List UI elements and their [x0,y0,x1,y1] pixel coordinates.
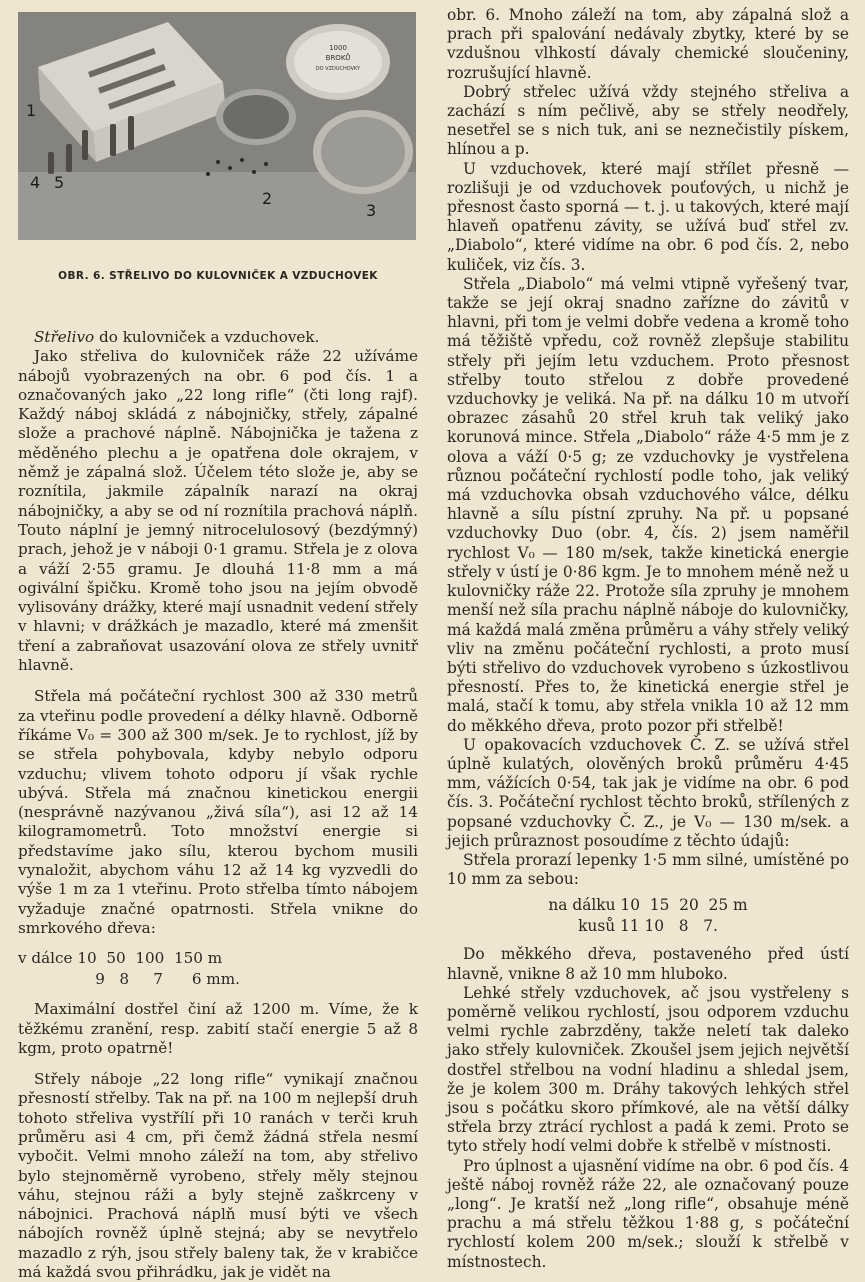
tin-label-line1: 1000 [329,44,347,52]
fig-label-5: 5 [54,173,65,192]
wood-penetration-table [18,948,418,990]
cardboard-table-row-count: kusů 11 10 8 7. [578,917,718,936]
left-paragraph: Střely náboje „22 long rifle“ vynikají značnou přesností střelby. Tak na př. na 100 m nejlepší druh tohoto střeliva vystřílí při 10 ranách v terči kruh průměru asi 4 cm, při čemž žádná střela nesmí vybočit. Velmi mnoho záleží na tom, aby střelivo bylo stejnoměrně vyrobeno, střely měly stejnou váhu, stejnou ráži a byly stejně zaškrceny v nábojnici. Prachová náplň musí býti ve všech nábojích rovněž úplně stejná; aby se nevytřelo mazadlo z rýh, jsou střely baleny tak, že v krabičce má každá svou přihrádku, jak je vidět na [18,1070,418,1282]
right-paragraph: Střela prorazí lepenky 1·5 mm silné, umístěné po 10 mm za sebou: [447,850,849,889]
section-heading [18,328,418,347]
right-paragraph: Pro úplnost a ujasnění vidíme na obr. 6 pod čís. 4 ještě náboj rovněž ráže 22, ale označovaný pouze „long“. Je kratší než „long rifle“, obsahuje méně prachu a má střelu těžkou 1·88 g, s počáteční rychlostí kolem 200 m/sek.; slouží k střelbě v místnostech. [447,1156,849,1271]
right-paragraph: U opakovacích vzduchovek Č. Z. se užívá střel úplně kulatých, olověných broků průměru 4·45 mm, vážících 0·54, tak jak je vidíme na obr. 6 pod čís. 3. Počáteční rychlost těchto broků, střílených z popsané vzduchovky Č. Z., je V₀ — 130 m/sek. a jejich průraznost posoudíme z těchto údajů: [447,735,849,850]
fig-label-4: 4 [30,173,41,192]
cardboard-penetration-table [447,895,849,937]
right-paragraph: obr. 6. Mnoho záleží na tom, aby zápalná slož a prach při spalování nedávaly zbytky, které by se vzdušnou vlhkostí dávaly chemické sloučeniny, rozrušující hlavně. [447,6,849,82]
ammunition-photo [18,12,416,240]
right-paragraph: Do měkkého dřeva, postaveného před ústí hlavně, vnikne 8 až 10 mm hluboko. [447,945,849,983]
left-column [18,12,418,1282]
tin-label-line2: BROKŮ [325,54,351,62]
wood-table-row-distance: v dálce 10 50 100 150 m [18,949,223,968]
left-paragraph: Maximální dostřel činí až 1200 m. Víme, že k těžkému zranění, resp. zabití stačí energie 5 až 8 kgm, proto opatrně! [18,1000,418,1057]
section-heading-rest: do kulovniček a vzduchovek. [94,328,320,346]
wood-table-row-depth: 9 8 7 6 mm. [18,970,240,989]
right-paragraph: U vzduchovek, které mají střílet přesně — rozlišuji je od vzduchovek pouťových, u nichž je přesnost často sporná — t. j. u takových, které mají hlaveň opatřenu závity, se užívá buď střel zv. „Diabolo“, které vidíme na obr. 6 pod čís. 2, nebo kuliček, viz čís. 3. [447,159,849,274]
figure-caption: OBR. 6. STŘELIVO DO KULOVNIČEK A VZDUCHOVEK [58,270,378,282]
right-paragraph: Střela „Diabolo“ má velmi vtipně vyřešený tvar, takže se její okraj snadno zaříznе do závitů v hlavni, při tom je velmi dobře vedena a kromě toho má těžiště vpředu, což rovněž zlepšuje stabilitu střely při jejím letu vzduchem. Proto přesnost střelby touto střelou z dobře provedené vzduchovky je veliká. Na př. na dálku 10 m utvoří obrazec zásahů 20 střel kruh tak veliký jako korunová mince. Střela „Diabolo“ ráže 4·5 mm je z olova a váží 0·5 g; ze vzduchovky je vystřelena různou počáteční rychlostí podle toho, jak veliký má vzduchovka obsah vzduchového válce, délku hlavně a sílu pístní zpruhy. Na př. u popsané vzduchovky Duo (obr. 4, čís. 2) jsem naměřil rychlost V₀ — 180 m/sek, takže kinetická energie střely v ústí je 0·86 kgm. Je to mnohem méně než u kulovničky ráže 22. Protože síla zpruhy je mnohem menší než síla prachu náplně náboje do kulovničky, má každá malá změna průměru a váhy střely veliký vliv na změnu počáteční rychlosti, a proto musí býti střelivo do vzduchovek vyrobeno s úzkostlivou přesností. Přes to, že kinetická energie střel je malá, stačí k tomu, aby střela vnikla 10 až 12 mm do měkkého dřeva, proto pozor při střelbě! [447,274,849,735]
right-paragraph: Lehké střely vzduchovek, ač jsou vystřeleny s poměrně velikou rychlostí, jsou odporem vzduchu velmi rychle zabrzděny, takže neletí tak daleko jako střely kulovniček. Zkoušel jsem jejich největší dostřel střelbou na vodní hladinu a shledal jsem, že je kolem 300 m. Dráhy takových lehkých střel jsou s počátku skoro přímkové, ale na větší dálky střela brzy ztrácí rychlost a padá k zemi. Proto se tyto střely hodí velmi dobře k střelbě v místnosti. [447,983,849,1156]
left-paragraph: Jako střeliva do kulovniček ráže 22 užíváme nábojů vyobrazených na obr. 6 pod čís. 1 a označovaných jako „22 long rifle“ (čti long rajf). Každý náboj skládá z nábojničky, střely, zápalné slože a prachové náplně. Nábojnička je tažena z měděného plechu a je opatřena dole okrajem, v němž je zápalná slož. Účelem této slože je, aby se roznítila, jakmile zápalník narazí na okraj nábojničky, a aby se od ní roznítila prachová náplň. Touto náplní je jemný nitrocelulosový (bezdýmný) prach, jehož je v náboji 0·1 gramu. Střela je z olova a váží 2·55 gramu. Je dlouhá 11·8 mm a má ogivální špičku. Kromě toho jsou na jejím obvodě vylisovány drážky, které mají usnadnit vedení střely v hlavni; v drážkách je mazadlo, které má zmenšit tření a zabraňovat usazování olova ze střely uvnitř hlavně. [18,347,418,675]
section-heading-lead: Střelivo [34,328,95,346]
cardboard-table-row-distance: na dálku 10 15 20 25 m [548,896,748,915]
right-paragraph: Dobrý střelec užívá vždy stejného střeliva a zachází s ním pečlivě, aby se střely neodřely, nesetřel se s nich tuk, ani se neznečistily pískem, hlínou a p. [447,82,849,159]
tin-label-line3: DO VZDUCHOVKY [315,66,361,72]
fig-label-2: 2 [262,189,273,208]
fig-label-1: 1 [26,101,37,120]
left-paragraph: Střela má počáteční rychlost 300 až 330 metrů za vteřinu podle provedení a délky hlavně. Odborně říkáme V₀ = 300 až 300 m/sek. Je to rychlost, jíž by se střela pohybovala, kdyby nebylo odporu vzduchu; vlivem tohoto odporu jí však rychle ubývá. Střela má značnou kinetickou energii (nesprávně nazývanou „živá síla“), asi 12 až 14 kilogramometrů. Toto množství energie si představíme jako sílu, kterou bychom musili vynaložit, abychom váhu 12 až 14 kg vyzvedli do výše 1 m za 1 vteřinu. Proto střelba tímto nábojem vyžaduje značné opatrnosti. Střela vnikne do smrkového dřeva: [18,687,418,937]
fig-label-3: 3 [366,201,377,220]
right-column [447,6,849,1272]
figure-photo [18,12,416,240]
